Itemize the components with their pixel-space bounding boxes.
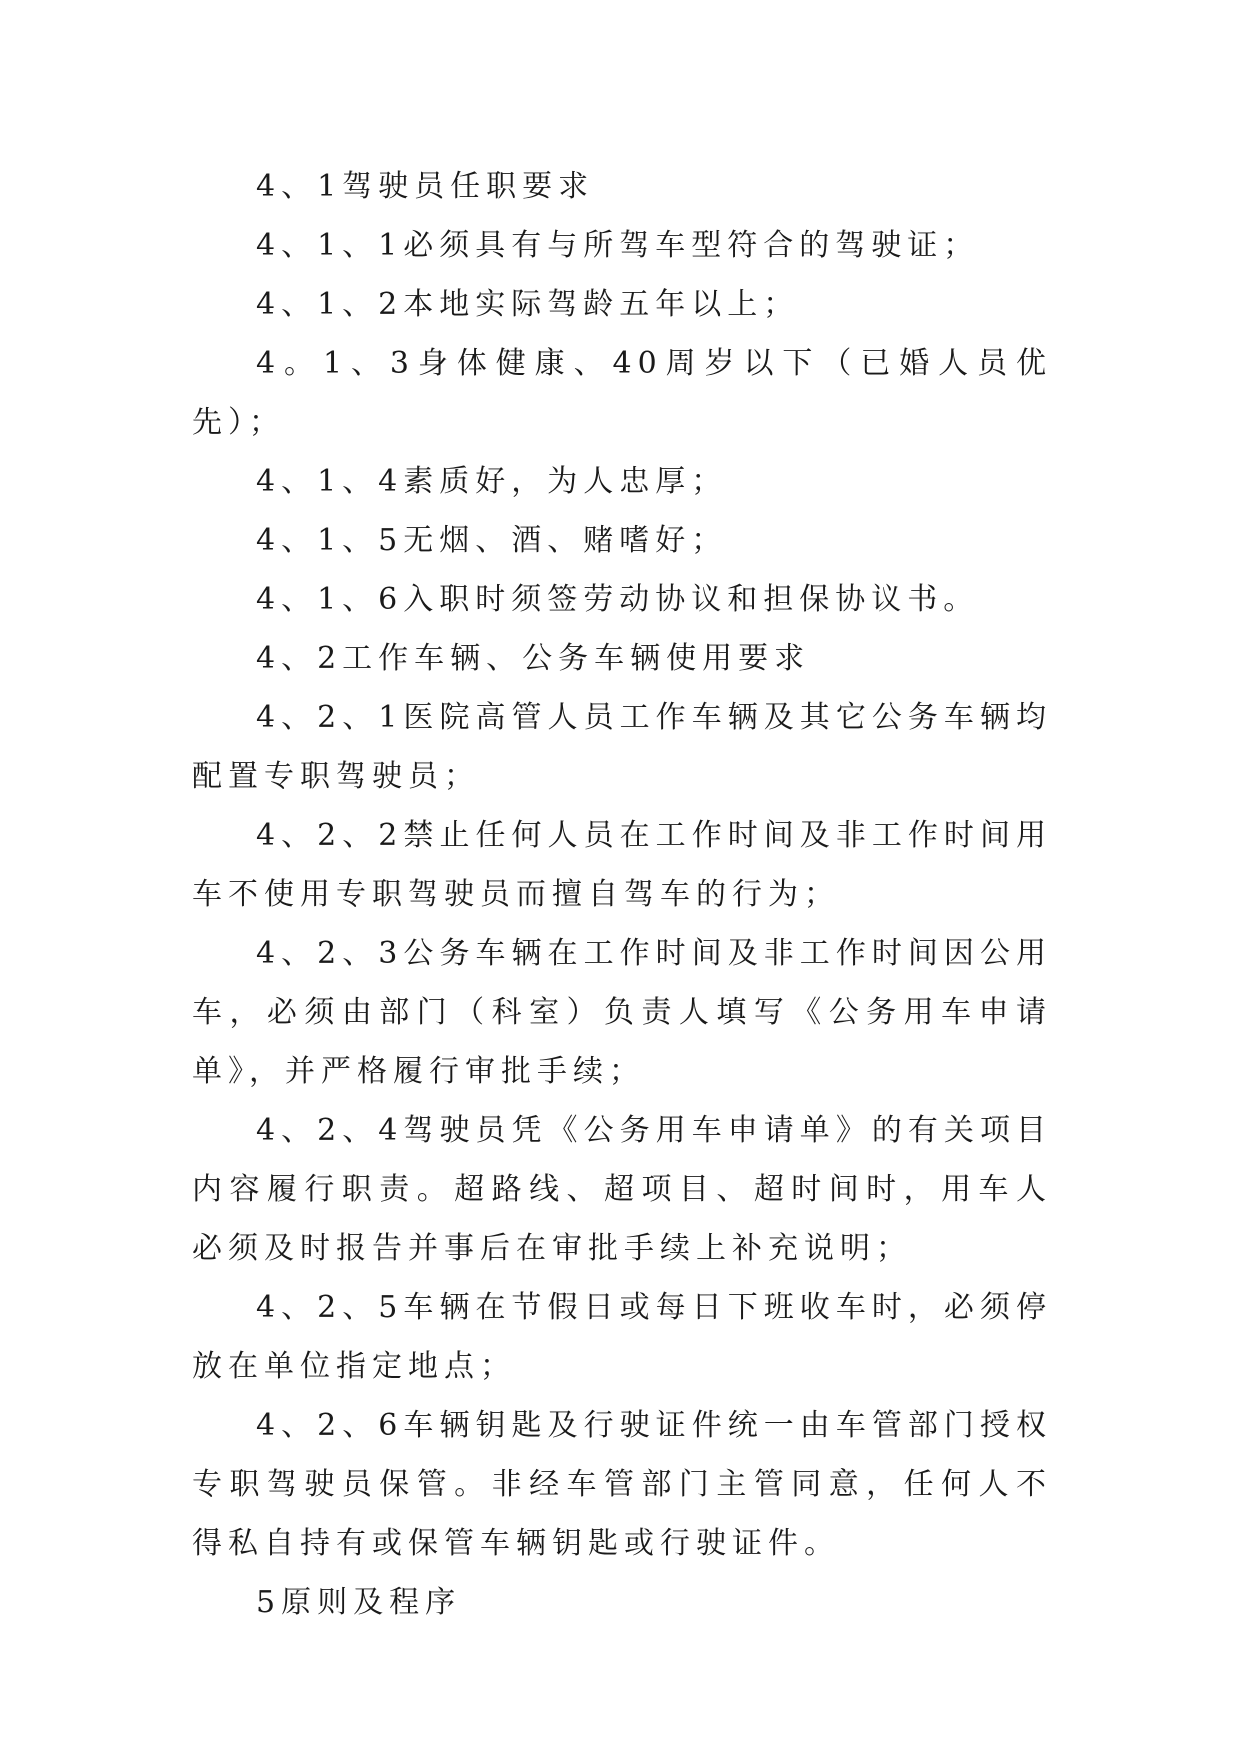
clause-4-1-2: 4、1、2本地实际驾龄五年以上； <box>256 287 800 322</box>
clause-4-2-6: 4、2、6车辆钥匙及行驶证件统一由车管部门授权专职驾驶员保管。非经车管部门主管同意，任何人不得私自持有或保管车辆钥匙或行驶证件。 <box>192 1408 1052 1561</box>
clause-4-2-3: 4、2、3公务车辆在工作时间及非工作时间因公用车，必须由部门（科室）负责人填写《公务用车申请单》，并严格履行审批手续； <box>192 936 1052 1089</box>
document-body <box>192 157 1052 1632</box>
clause-4-1-6: 4、1、6入职时须签劳动协议和担保协议书。 <box>256 582 980 617</box>
section-heading-4-2: 4、2工作车辆、公务车辆使用要求 <box>256 641 811 676</box>
clause-4-1-1: 4、1、1必须具有与所驾车型符合的驾驶证； <box>256 228 980 263</box>
clause-4-2-1: 4、2、1医院高管人员工作车辆及其它公务车辆均配置专职驾驶员； <box>192 700 1052 794</box>
section-heading-5: 5原则及程序 <box>256 1585 462 1620</box>
clause-4-1-4: 4、1、4素质好，为人忠厚； <box>256 464 728 499</box>
clause-4-1-3: 4。1、3身体健康、40周岁以下（已婚人员优先）； <box>192 346 1052 440</box>
section-heading-4-1: 4、1驾驶员任职要求 <box>256 169 595 204</box>
clause-4-1-5: 4、1、5无烟、酒、赌嗜好； <box>256 523 728 558</box>
clause-4-2-2: 4、2、2禁止任何人员在工作时间及非工作时间用车不使用专职驾驶员而擅自驾车的行为； <box>192 818 1052 912</box>
clause-4-2-4: 4、2、4驾驶员凭《公务用车申请单》的有关项目内容履行职责。超路线、超项目、超时间时，用车人必须及时报告并事后在审批手续上补充说明； <box>192 1113 1052 1266</box>
clause-4-2-5: 4、2、5车辆在节假日或每日下班收车时，必须停放在单位指定地点； <box>192 1290 1052 1384</box>
